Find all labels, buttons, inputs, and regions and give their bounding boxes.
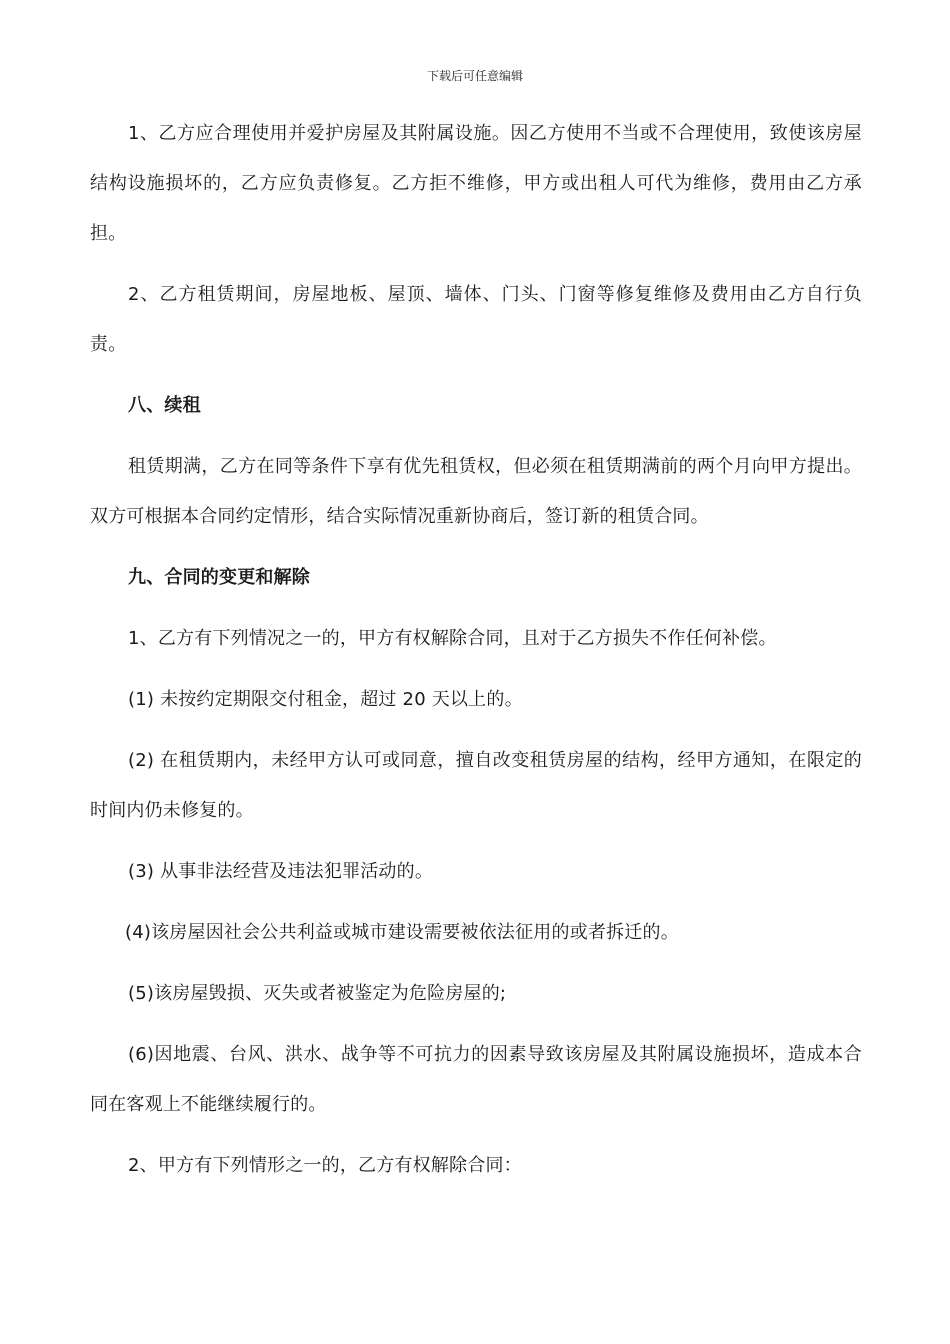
list-item: (5)该房屋毁损、灭失或者被鉴定为危险房屋的;	[128, 983, 507, 1004]
section-heading-renewal: 八、续租	[128, 395, 201, 416]
clause-paragraph: 2、乙方租赁期间，房屋地板、屋顶、墙体、门头、门窗等修复维修及费用由乙方自行负责。	[90, 284, 862, 355]
list-item: (2) 在租赁期内，未经甲方认可或同意，擅自改变租赁房屋的结构，经甲方通知，在限定的时间内仍未修复的。	[90, 750, 862, 821]
document-body	[90, 109, 862, 1202]
section-heading-termination: 九、合同的变更和解除	[128, 567, 310, 588]
clause-paragraph: 1、乙方有下列情况之一的，甲方有权解除合同，且对于乙方损失不作任何补偿。	[128, 628, 777, 649]
clause-paragraph: 1、乙方应合理使用并爱护房屋及其附属设施。因乙方使用不当或不合理使用，致使该房屋结构设施损坏的，乙方应负责修复。乙方拒不维修，甲方或出租人可代为维修，费用由乙方承担。	[90, 123, 862, 244]
list-item: (1) 未按约定期限交付租金，超过 20 天以上的。	[128, 689, 523, 710]
list-item: (6)因地震、台风、洪水、战争等不可抗力的因素导致该房屋及其附属设施损坏，造成本合同在客观上不能继续履行的。	[90, 1044, 862, 1115]
list-item: (4)该房屋因社会公共利益或城市建设需要被依法征用的或者拆迁的。	[125, 922, 679, 943]
page-header: 下载后可任意编辑	[426, 69, 523, 83]
clause-paragraph: 租赁期满，乙方在同等条件下享有优先租赁权，但必须在租赁期满前的两个月向甲方提出。双方可根据本合同约定情形，结合实际情况重新协商后，签订新的租赁合同。	[90, 456, 862, 527]
clause-paragraph: 2、甲方有下列情形之一的，乙方有权解除合同：	[128, 1155, 522, 1176]
list-item: (3) 从事非法经营及违法犯罪活动的。	[128, 861, 434, 882]
